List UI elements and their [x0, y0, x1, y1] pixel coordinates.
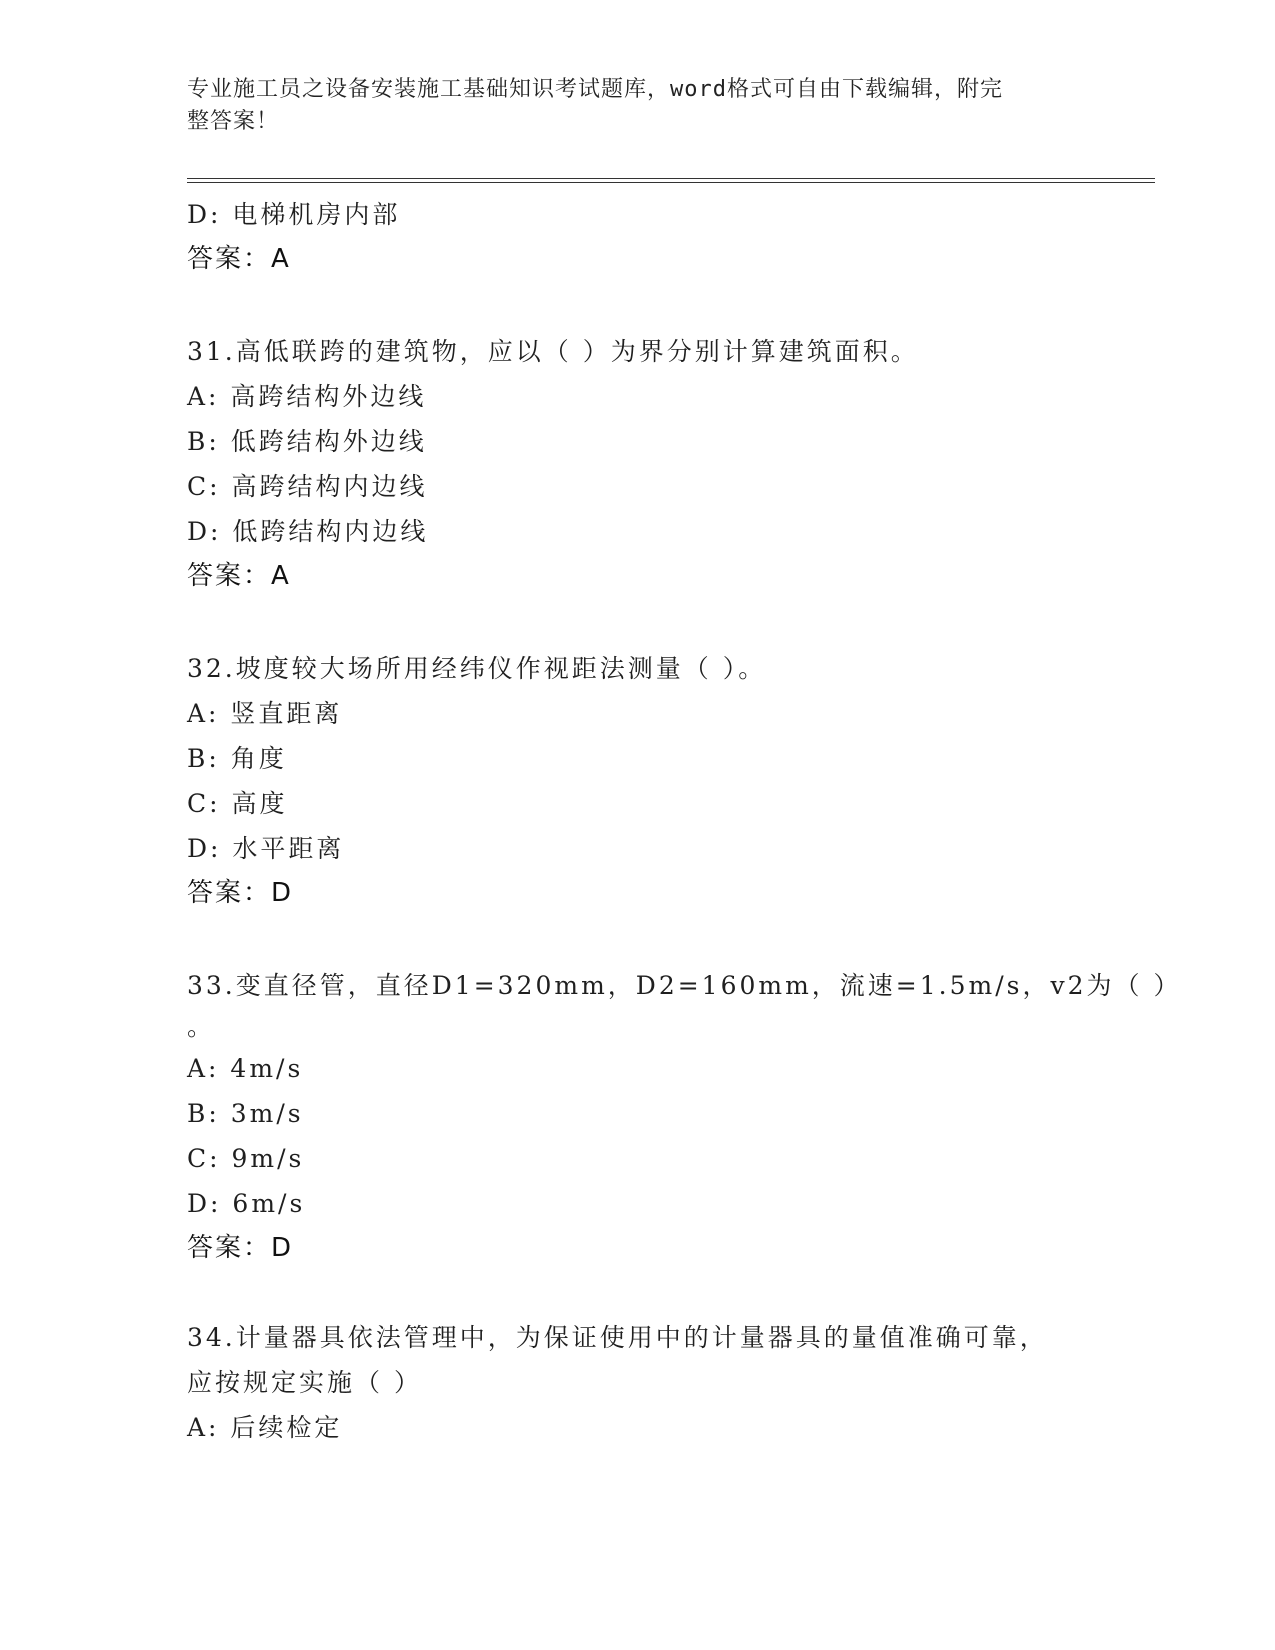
document-header [187, 74, 1067, 138]
option-d: D: 6m/s [187, 1189, 306, 1218]
option-a: A: 竖直距离 [187, 699, 343, 728]
question-stem-continuation: 应按规定实施（ ） [187, 1368, 422, 1397]
question-33 [187, 963, 1182, 1271]
option-a: A: 4m/s [187, 1054, 304, 1083]
option-a: A: 后续检定 [187, 1413, 343, 1442]
option-c: C: 高跨结构内边线 [187, 472, 428, 501]
header-line-1: 专业施工员之设备安装施工基础知识考试题库，word格式可自由下载编辑，附完 [187, 77, 1003, 102]
option-d: D: 低跨结构内边线 [187, 517, 429, 546]
option-d: D: 水平距离 [187, 834, 345, 863]
option-b: B: 低跨结构外边线 [187, 427, 427, 456]
question-stem: 32.坡度较大场所用经纬仪作视距法测量（ ）。 [187, 654, 767, 683]
header-divider-bottom [187, 182, 1155, 183]
answer: 答案：A [187, 561, 291, 591]
option-c: C: 9m/s [187, 1144, 305, 1173]
question-stem: 33.变直径管，直径D1=320mm，D2=160mm，流速=1.5m/s，v2为（ ） [187, 971, 1182, 1000]
option-d-previous: D: 电梯机房内部 [187, 200, 401, 229]
option-b: B: 角度 [187, 744, 287, 773]
question-list [187, 192, 1182, 1450]
option-b: B: 3m/s [187, 1099, 304, 1128]
question-32 [187, 646, 1087, 916]
question-stem: 31.高低联跨的建筑物，应以（ ）为界分别计算建筑面积。 [187, 337, 919, 366]
question-stem-continuation: 。 [187, 1012, 216, 1041]
question-34 [187, 1315, 1087, 1450]
option-a: A: 高跨结构外边线 [187, 382, 427, 411]
question-31 [187, 329, 1087, 599]
header-divider-top [187, 178, 1155, 179]
answer-previous: 答案：A [187, 244, 291, 274]
header-line-2: 整答案！ [187, 109, 280, 134]
option-c: C: 高度 [187, 789, 288, 818]
question-stem: 34.计量器具依法管理中，为保证使用中的计量器具的量值准确可靠， [187, 1323, 1048, 1352]
answer: 答案：D [187, 1233, 294, 1263]
answer: 答案：D [187, 878, 294, 908]
